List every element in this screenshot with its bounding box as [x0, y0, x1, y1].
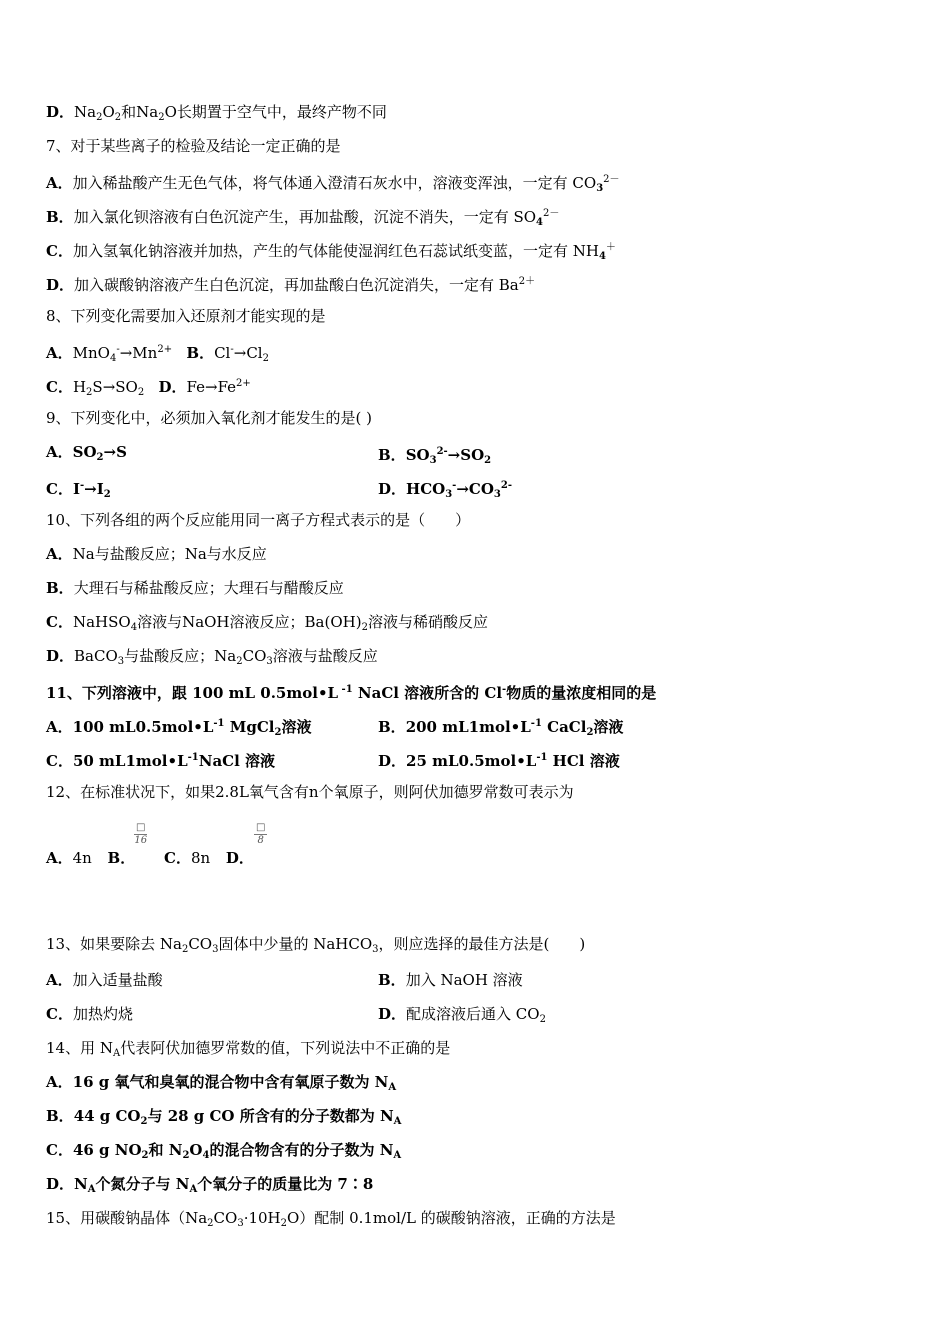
- q10-option-c: C．NaHSO$_4$溶液与NaOH溶液反应；$Ba(OH)_2$溶液与稀硝酸反应: [46, 613, 488, 633]
- q13-stem: 13、如果要除去 $Na_2CO_3$固体中少量的 NaHCO$_3$，则应选择的最佳方法是( ): [46, 935, 586, 955]
- q11-stem: 11、下列溶液中，跟 100 mL 0.5mol•L $^{-1}$ NaCl 溶液所含的 Cl-物质的量浓度相同的是: [46, 684, 657, 702]
- q8-options-cd: C．$H_2S\to SO_2$ D．$Fe\to Fe^{2+}$: [46, 378, 251, 398]
- q10-option-b: B．大理石与稀盐酸反应；大理石与醋酸反应: [46, 579, 344, 597]
- q14-option-c: C．46 g $NO_2$和 $N_2O_4$的混合物含有的分子数为 $N_A$: [46, 1141, 402, 1161]
- q10-option-a: A．Na与盐酸反应；Na与水反应: [46, 545, 267, 563]
- q9-option-a: A．$SO_2\to S$: [46, 443, 127, 463]
- q13-option-d: D．配成溶液后通入 $CO_2$: [378, 1005, 546, 1025]
- q13-option-c: C．加热灼烧: [46, 1005, 133, 1023]
- q8-options-ab: A．$MnO_4^-\to Mn^{2+}$ B．$Cl^-\to Cl_2$: [46, 344, 269, 364]
- q12-stem: 12、在标准状况下，如果2.8L氧气含有n个氧原子，则阿伏加德罗常数可表示为: [46, 783, 574, 801]
- q15-stem: 15、用碳酸钠晶体$(Na_2CO_3\cdot 10H_2O)$配制 0.1mol/L 的碳酸钠溶液，正确的方法是: [46, 1209, 616, 1229]
- q12-option-d-fraction: □ 8: [256, 822, 266, 846]
- q14-option-d: D．$N_A$个氮分子与 $N_A$个氧分子的质量比为 7∶8: [46, 1175, 374, 1195]
- q9-option-c: C．$I^-\to I_2$: [46, 480, 111, 500]
- q12-options: A．4n B．: [46, 849, 136, 867]
- q11-option-b: B．200 $mL1mol•L^{-1}$ CaCl$_2$溶液: [378, 718, 624, 738]
- q9-stem: 9、下列变化中，必须加入氧化剂才能发生的是( ): [46, 409, 373, 427]
- q7-option-b: B．加入氯化钡溶液有白色沉淀产生，再加盐酸，沉淀不消失，一定有 $SO_4^{2-}$: [46, 208, 560, 228]
- q12-options-cd: C．8n D．: [164, 849, 254, 867]
- q13-option-b: B．加入 NaOH 溶液: [378, 971, 523, 989]
- q14-stem: 14、用 $N_A$代表阿伏加德罗常数的值，下列说法中不正确的是: [46, 1039, 451, 1059]
- q13-option-a: A．加入适量盐酸: [46, 971, 163, 989]
- q10-stem: 10、下列各组的两个反应能用同一离子方程式表示的是（ ）: [46, 511, 471, 529]
- q7-option-a: A．加入稀盐酸产生无色气体，将气体通入澄清石灰水中，溶液变浑浊，一定有 $CO_3^{2-}$: [46, 174, 620, 194]
- q12-option-b-fraction: □ 16: [134, 822, 148, 846]
- q11-option-c: C．50 $mL1mol•L^{-1}NaCl$ 溶液: [46, 752, 276, 770]
- q10-option-d: D．BaCO$_3$与盐酸反应；$Na_2CO_3$溶液与盐酸反应: [46, 647, 378, 667]
- q7-option-c: C．加入氢氧化钠溶液并加热，产生的气体能使湿润红色石蕊试纸变蓝，一定有 $NH_4^+$: [46, 242, 616, 262]
- q9-option-b: B．$SO_3^{2-}\to SO_2$: [378, 446, 492, 466]
- q14-option-b: B．44 g $CO_2$与 28 g CO 所含有的分子数都为 $N_A$: [46, 1107, 402, 1127]
- q8-stem: 8、下列变化需要加入还原剂才能实现的是: [46, 307, 326, 325]
- q7-option-d: D．加入碳酸钠溶液产生白色沉淀，再加盐酸白色沉淀消失，一定有 $Ba^{2+}$: [46, 276, 536, 294]
- q9-option-d: D．$HCO_3^-\to CO_3^{2-}$: [378, 480, 512, 500]
- q11-option-d: D．25 $mL0.5mol•L^{-1}$ HCl 溶液: [378, 752, 620, 770]
- q11-option-a: A．100 $mL0.5mol•L^{-1}$ MgCl$_2$溶液: [46, 718, 312, 738]
- q7-stem: 7、对于某些离子的检验及结论一定正确的是: [46, 137, 341, 155]
- q6-option-d: D．$Na_2O_2$和$Na_2O$长期置于空气中，最终产物不同: [46, 103, 387, 123]
- q14-option-a: A．16 g 氧气和臭氧的混合物中含有氧原子数为 $N_A$: [46, 1073, 397, 1093]
